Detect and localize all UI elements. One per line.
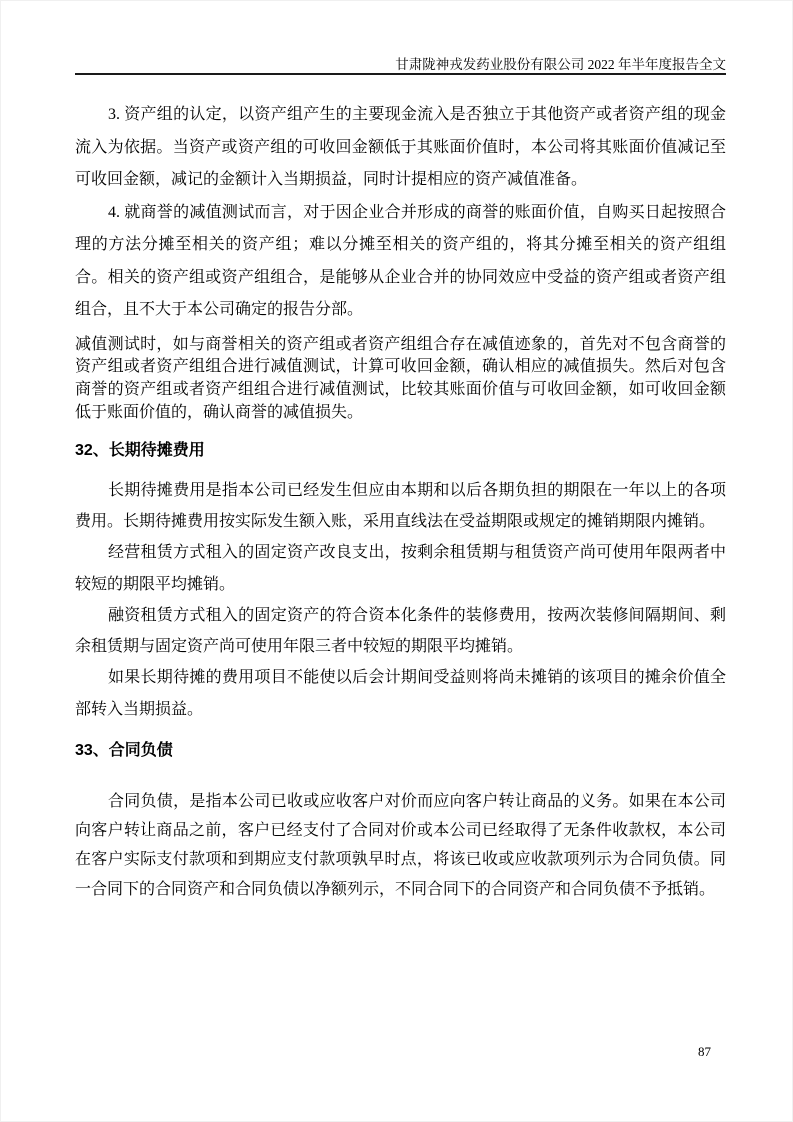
page-body xyxy=(75,99,726,904)
paragraph-asset-group-identification: 3. 资产组的认定，以资产组产生的主要现金流入是否独立于其他资产或者资产组的现金流入为依据。当资产或资产组的可收回金额低于其账面价值时，本公司将其账面价值减记至可收回金额，减记的金额计入当期损益，同时计提相应的资产减值准备。 xyxy=(75,106,726,188)
page-number: 87 xyxy=(698,1044,711,1059)
paragraph-deferred-expenses-writeoff: 如果长期待摊的费用项目不能使以后会计期间受益则将尚未摊销的该项目的摊余价值全部转入当期损益。 xyxy=(75,669,726,718)
heading-section-33-contract-liabilities: 33、合同负债 xyxy=(75,742,173,760)
page-header-title: 甘肃陇神戎发药业股份有限公司 2022 年半年度报告全文 xyxy=(395,57,726,72)
heading-section-32-long-term-deferred-expenses: 32、长期待摊费用 xyxy=(75,441,205,459)
header-divider xyxy=(75,73,726,75)
paragraph-contract-liabilities-definition: 合同负债，是指本公司已收或应收客户对价而应向客户转让商品的义务。如果在本公司向客户转让商品之前，客户已经支付了合同对价或本公司已经取得了无条件收款权，本公司在客户实际支付款项和到期应支付款项孰早时点，将该已收或应收款项列示为合同负债。同一合同下的合同资产和合同负债以净额列示，不同合同下的合同资产和合同负债不予抵销。 xyxy=(75,793,726,898)
paragraph-operating-lease-improvement: 经营租赁方式租入的固定资产改良支出，按剩余租赁期与租赁资产尚可使用年限两者中较短的期限平均摊销。 xyxy=(75,544,726,593)
paragraph-finance-lease-decoration: 融资租赁方式租入的固定资产的符合资本化条件的装修费用，按两次装修间隔期间、剩余租赁期与固定资产尚可使用年限三者中较短的期限平均摊销。 xyxy=(75,606,726,656)
paragraph-goodwill-impairment-test: 减值测试时，如与商誉相关的资产组或者资产组组合存在减值迹象的，首先对不包含商誉的资产组或者资产组组合进行减值测试，计算可收回金额，确认相应的减值损失。然后对包含商誉的资产组或者资产组组合进行减值测试，比较其账面价值与可收回金额，如可收回金额低于账面价值的，确认商誉的减值损失。 xyxy=(75,335,726,421)
paragraph-deferred-expenses-definition: 长期待摊费用是指本公司已经发生但应由本期和以后各期负担的期限在一年以上的各项费用。长期待摊费用按实际发生额入账，采用直线法在受益期限或规定的摊销期限内摊销。 xyxy=(75,481,726,530)
paragraph-goodwill-allocation: 4. 就商誉的减值测试而言，对于因企业合并形成的商誉的账面价值，自购买日起按照合理的方法分摊至相关的资产组；难以分摊至相关的资产组的，将其分摊至相关的资产组组合。相关的资产组或资产组组合，是能够从企业合并的协同效应中受益的资产组或者资产组组合，且不大于本公司确定的报告分部。 xyxy=(75,203,726,318)
